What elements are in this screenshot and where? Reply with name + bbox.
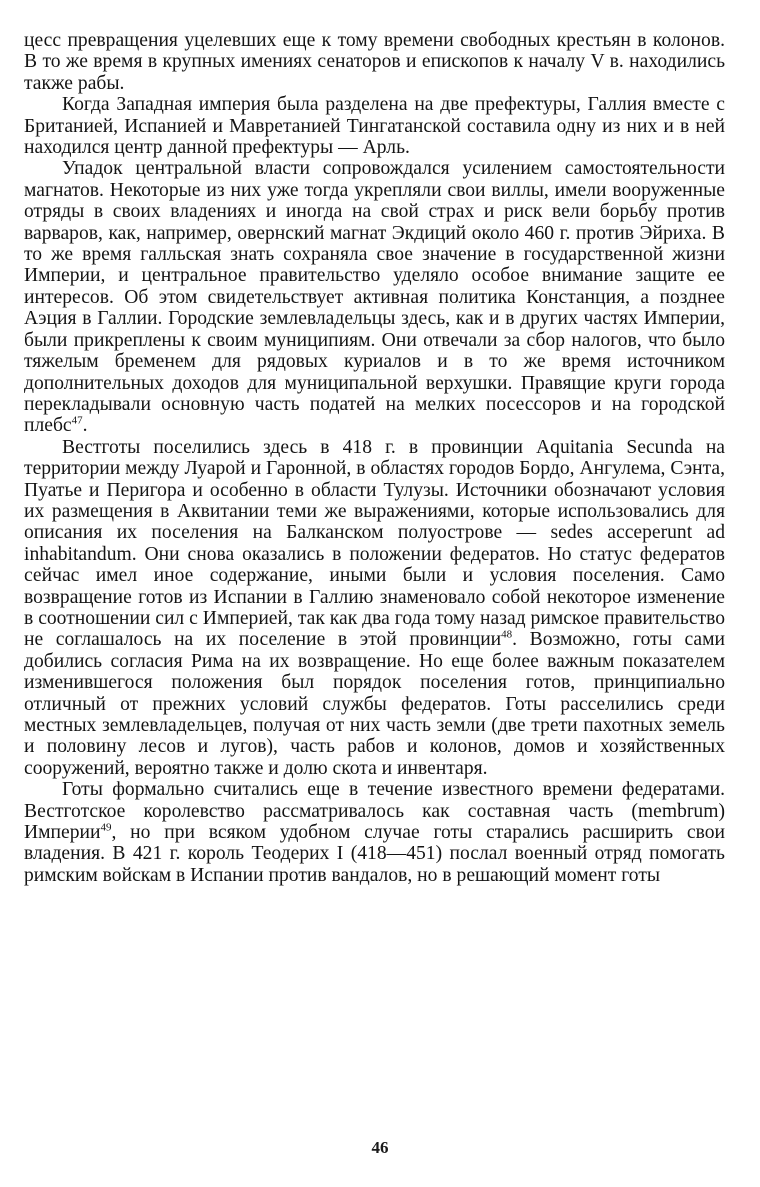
footnote-marker: 47 — [71, 414, 83, 427]
paragraph-goths-federates — [24, 779, 725, 886]
page-number: 46 — [371, 1138, 389, 1157]
paragraph-visigoths-settlement — [24, 437, 725, 780]
footnote-marker: 49 — [100, 821, 112, 834]
paragraph-text: . Возможно, готы сами добились согласия Рима на их возвращение. Но еще более важным показателем изменившегося положения был порядок поселения готов, принципиально отличный от прежних условий службы федератов. Готы расселились среди местных землевладельцев, получая от них часть земли (две трети пахотных земель и половину лесов и лугов), часть рабов и колонов, домов и хозяйственных сооружений, вероятно также и долю скота и инвентаря. — [24, 629, 725, 779]
paragraph-text: Готы формально считались еще в течение известного времени федератами. Вестготское королевство рассматривалось как составная часть (membrum) Империи — [24, 779, 725, 844]
paragraph-magnates — [24, 158, 725, 436]
paragraph-text: Вестготы поселились здесь в 418 г. в провинции Aquitania Secunda на территории между Луарой и Гаронной, в областях городов Бордо, Ангулема, Сэнта, Пуатье и Перигора и особенно в области Тулузы. Источники обозначают условия их размещения в Аквитании теми же выражениями, которые использовались для описания их поселения на Балканском полуострове — sedes acceperunt ad inhabitandum. Они снова оказались в положении федератов. Но статус федератов сейчас имел иное содержание, иными были и условия поселения. Само возвращение готов из Испании в Галлию знаменовало собой некоторое изменение в соотношении сил с Империей, так как два года тому назад римское правительство не соглашалось на их поселение в этой провинции — [24, 436, 725, 651]
page-body — [24, 30, 725, 886]
paragraph-continuation — [24, 30, 725, 94]
paragraph-text: Когда Западная империя была разделена на две префектуры, Галлия вместе с Британией, Испанией и Мавретанией Тингатанской составила одну из них и в ней находился центр данной префектуры — Арль. — [24, 94, 725, 159]
footnote-marker: 48 — [501, 628, 513, 641]
paragraph-text: Упадок центральной власти сопровождался усилением самостоятельности магнатов. Некоторые из них уже тогда укрепляли свои виллы, имели вооруженные отряды в своих владениях и иногда на свой страх и риск вели борьбу против варваров, как, например, овернский магнат Экдиций около 460 г. против Эйриха. В то же время галльская знать сохраняла свое значение в государственной жизни Империи, и центральное правительство уделяло особое внимание защите ее интересов. Об этом свидетельствует активная политика Констанция, а позднее Аэция в Галлии. Городские землевладельцы здесь, как и в других частях Империи, были прикреплены к своим муниципиям. Они отвечали за сбор налогов, что было тяжелым бременем для рядовых куриалов и в то же время источником дополнительных доходов для муниципальной верхушки. Правящие круги города перекладывали основную часть податей на мелких посессоров и на городской плебс — [24, 158, 725, 437]
paragraph-western-empire — [24, 94, 725, 158]
paragraph-text: , но при всяком удобном случае готы старались расширить свои владения. В 421 г. король Теодерих I (418—451) послал военный отряд помогать римским войскам в Испании против вандалов, но в решающий момент готы — [24, 822, 725, 886]
paragraph-text: цесс превращения уцелевших еще к тому времени свободных крестьян в колонов. В то же время в крупных имениях сенаторов и епископов к началу V в. находились также рабы. — [24, 30, 725, 94]
paragraph-text: . — [82, 415, 88, 437]
